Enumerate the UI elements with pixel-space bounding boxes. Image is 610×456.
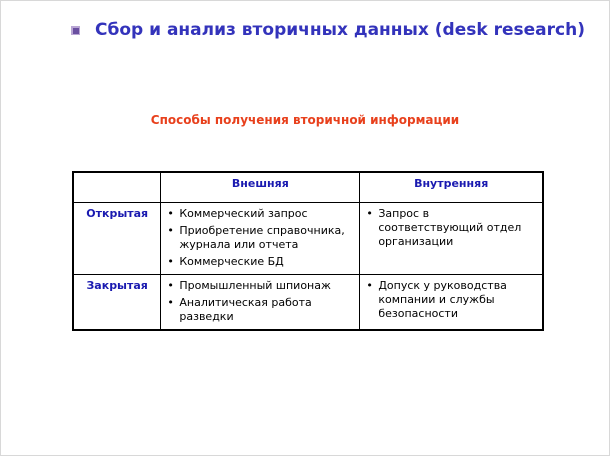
row-label: Открытая: [86, 207, 149, 220]
list-item: • Промышленный шпионаж: [167, 279, 353, 293]
internal-cell: [360, 275, 543, 331]
title-row: [71, 20, 585, 40]
column-header-external-label: Внешняя: [231, 177, 289, 190]
list-item: • Приобретение справочника, журнала или отчета: [167, 224, 353, 252]
column-header-external: [161, 172, 360, 203]
list-item: • Коммерческие БД: [167, 255, 353, 269]
list-item: • Допуск у руководства компании и службы безопасности: [366, 279, 536, 321]
row-label-cell: [73, 275, 161, 331]
table-header-row: [73, 172, 543, 203]
row-label: Закрытая: [86, 279, 148, 292]
slide-subtitle: Способы получения вторичной информации: [150, 113, 460, 127]
internal-list: [360, 275, 542, 326]
internal-list: [360, 203, 542, 254]
external-list: [161, 275, 359, 329]
column-header-internal-label: Внутренняя: [414, 177, 489, 190]
table-corner-cell: [73, 172, 161, 203]
list-item: • Аналитическая работа разведки: [167, 296, 353, 324]
slide-title: Сбор и анализ вторичных данных (desk research): [95, 20, 585, 40]
square-bullet-icon: [71, 26, 81, 36]
internal-cell: [360, 203, 543, 275]
external-list: [161, 203, 359, 274]
info-table: [72, 171, 544, 331]
list-item: • Запрос в соответствующий отдел организации: [366, 207, 536, 249]
external-cell: [161, 203, 360, 275]
column-header-internal: [360, 172, 543, 203]
table-row: [73, 275, 543, 331]
list-item: • Коммерческий запрос: [167, 207, 353, 221]
external-cell: [161, 275, 360, 331]
row-label-cell: [73, 203, 161, 275]
table-row: [73, 203, 543, 275]
